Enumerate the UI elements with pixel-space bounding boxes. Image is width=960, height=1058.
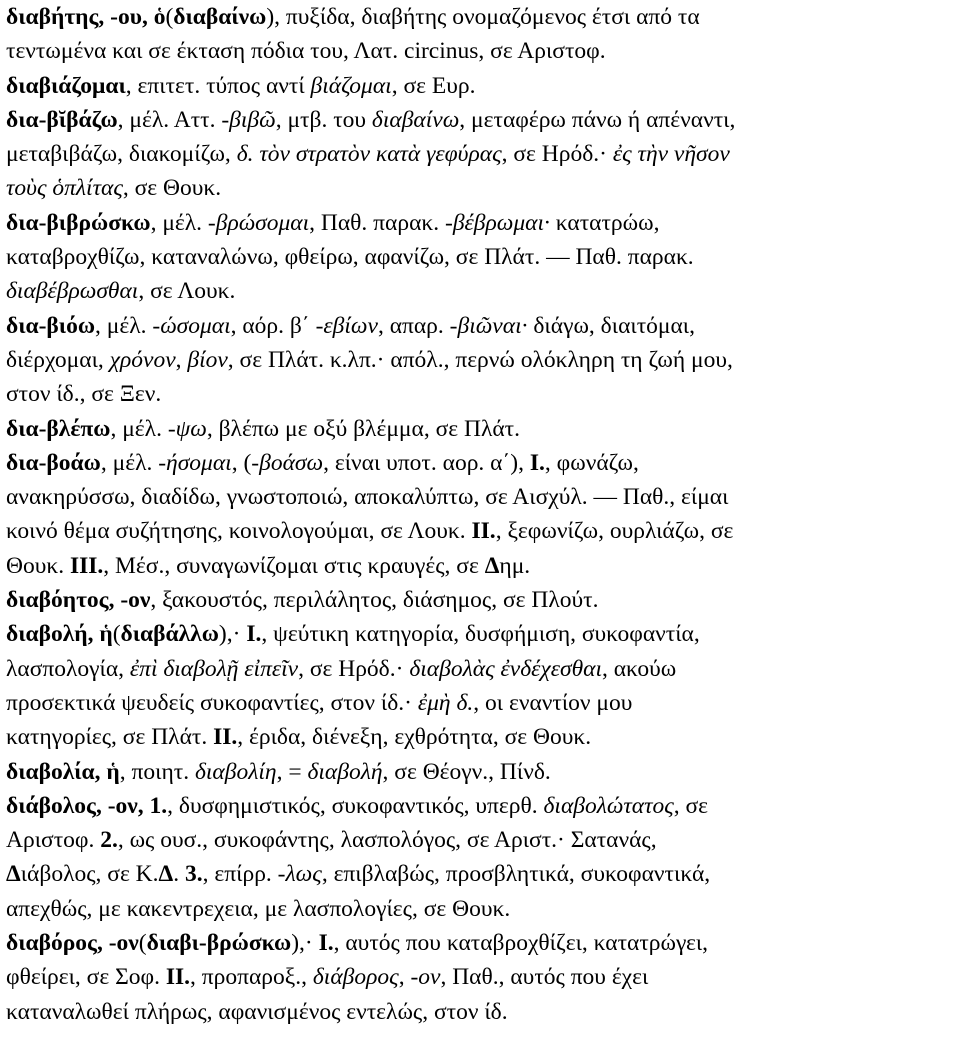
- italic-text: λως: [285, 861, 322, 888]
- italic-text: διαβέβρωσθαι: [6, 278, 139, 305]
- text-line: [6, 823, 956, 857]
- body-text: , προπαροξ.,: [190, 964, 313, 991]
- body-text: κατατρώω,: [549, 209, 660, 236]
- italic-text: διαβολίη: [194, 758, 277, 785]
- italic-text: διαβολὰς ἐνδέχεσθαι: [409, 655, 602, 682]
- italic-text: βιῶναι·: [457, 312, 528, 339]
- text-line: [6, 789, 956, 823]
- body-text: λασπολογία,: [6, 655, 130, 682]
- text-line: [6, 652, 956, 686]
- italic-text: δ. τὸν στρατὸν κατὰ γεφύρας: [236, 141, 502, 168]
- text-line: [6, 412, 956, 446]
- italic-text: βιάζομαι: [310, 72, 392, 99]
- text-line: [6, 617, 956, 651]
- body-text: Θουκ.: [6, 552, 70, 579]
- headword-bold: δια-βιβρώσκω: [6, 209, 151, 236]
- body-text: στον ίδ., σε Ξεν.: [6, 381, 162, 408]
- body-text: , αυτός που καταβροχθίζει, κατατρώγει,: [333, 930, 709, 957]
- headword-bold: δια-βλέπω: [6, 415, 111, 442]
- body-text: , μτβ. του: [275, 106, 372, 133]
- body-text: , ξακουστός, περιλάλητος, διάσημος, σε Πλούτ.: [150, 587, 599, 614]
- body-text: , Μέσ., συναγωνίζομαι στις κραυγές, σε: [103, 552, 485, 579]
- body-text: , οι εναντίον μου: [473, 689, 633, 716]
- headword-bold: Δ: [6, 861, 21, 888]
- italic-text: διαβολώτατος: [543, 792, 674, 819]
- body-text: , μέλ. -: [95, 312, 161, 339]
- italic-text: βοάσω: [259, 449, 324, 476]
- body-text: καταβροχθίζω, καταναλώνω, φθείρω, αφανίζω, σε Πλάτ. ― Παθ. παρακ.: [6, 244, 694, 271]
- headword-bold: Δ: [158, 861, 174, 888]
- body-text: ιάβολος, σε Κ.: [20, 861, 159, 888]
- text-line: [6, 309, 956, 343]
- headword-bold: δια-βιόω: [6, 312, 96, 339]
- dictionary-page: [6, 0, 956, 1029]
- body-text: (: [165, 4, 174, 30]
- text-line: [6, 995, 956, 1029]
- body-text: φθείρει, σε Σοφ.: [6, 964, 166, 991]
- headword-bold: Δ: [484, 552, 500, 579]
- headword-bold: διαβι-βρώσκω: [146, 930, 292, 957]
- body-text: ),·: [291, 930, 319, 957]
- body-text: , ποιητ.: [119, 758, 195, 785]
- body-text: , επιβλαβώς, προσβλητικά, συκοφαντικά,: [321, 861, 711, 888]
- body-text: , σε Ευρ.: [391, 72, 476, 99]
- headword-bold: διαβήτης, -ου, ὁ: [6, 4, 166, 30]
- body-text: , μέλ. -: [110, 415, 176, 442]
- italic-text: ψω: [175, 415, 207, 442]
- body-text: , ψεύτικη κατηγορία, δυσφήμιση, συκοφαντία,: [261, 621, 700, 648]
- italic-text: ήσομαι: [166, 449, 232, 476]
- headword-bold: II.: [213, 724, 238, 751]
- body-text: , σε Ηρόδ.·: [501, 141, 613, 168]
- headword-bold: διαβολία, ἡ: [6, 758, 120, 785]
- body-text: προσεκτικά ψευδείς συκοφαντίες, στον ίδ.·: [6, 689, 418, 716]
- italic-text: διάβορος: [312, 964, 399, 991]
- text-line: [6, 69, 956, 103]
- body-text: (: [112, 621, 121, 648]
- text-line: [6, 514, 956, 548]
- text-line: [6, 892, 956, 926]
- body-text: , (-: [231, 449, 260, 476]
- headword-bold: II.: [471, 518, 496, 545]
- italic-text: βρώσομαι: [215, 209, 310, 236]
- body-text: , βλέπω με οξύ βλέμμα, σε Πλάτ.: [206, 415, 520, 442]
- body-text: απεχθώς, με κακεντρεχεια, με λασπολογίες, σε Θουκ.: [6, 895, 511, 922]
- text-line: [6, 720, 956, 754]
- text-line: [6, 549, 956, 583]
- italic-text: ἐς τὴν νῆσον: [612, 141, 730, 168]
- text-line: [6, 240, 956, 274]
- headword-bold: δια-βοάω: [6, 449, 101, 476]
- headword-bold: I.: [246, 621, 262, 648]
- body-text: , ως ουσ., συκοφάντης, λασπολόγος, σε Αριστ.· Σατανάς,: [117, 827, 657, 854]
- body-text: τεντωμένα και σε έκταση πόδια του, Λατ. circinus, σε Αριστοφ.: [6, 38, 606, 65]
- text-line: [6, 480, 956, 514]
- italic-text: διαβαίνω: [371, 106, 460, 133]
- body-text: κοινό θέμα συζήτησης, κοινολογούμαι, σε Λουκ.: [6, 518, 472, 545]
- italic-text: ἐπὶ διαβολῇ εἰπεῖν: [129, 655, 299, 682]
- headword-bold: I.: [318, 930, 334, 957]
- headword-bold: II.: [165, 964, 191, 991]
- headword-bold: διαβόρος, -ον: [6, 930, 139, 957]
- body-text: διάγω, διαιτόμαι,: [527, 312, 696, 339]
- italic-text: ώσομαι: [160, 312, 231, 339]
- headword-bold: I.: [529, 449, 545, 476]
- headword-bold: III.: [69, 552, 104, 579]
- body-text: , ακούω: [601, 655, 677, 682]
- body-text: ημ.: [499, 552, 531, 579]
- body-text: , σε Ηρόδ.·: [298, 655, 410, 682]
- text-line: [6, 0, 956, 34]
- body-text: , δυσφημιστικός, συκοφαντικός, υπερθ.: [167, 792, 544, 819]
- body-text: , επιτετ. τύπος αντί: [125, 72, 311, 99]
- text-line: [6, 926, 956, 960]
- headword-bold: 2.: [100, 827, 118, 854]
- body-text: διέρχομαι,: [6, 346, 110, 373]
- body-text: Αριστοφ.: [6, 827, 101, 854]
- body-text: (: [138, 930, 147, 957]
- body-text: , είναι υποτ. αορ. α΄),: [323, 449, 530, 476]
- body-text: , =: [276, 758, 308, 785]
- body-text: , Παθ. παρακ. -: [309, 209, 453, 236]
- italic-text: βέβρωμαι·: [452, 209, 550, 236]
- text-line: [6, 583, 956, 617]
- italic-text: ον: [418, 964, 441, 991]
- body-text: .: [173, 861, 186, 888]
- text-line: [6, 377, 956, 411]
- body-text: ), πυξίδα, διαβήτης ονομαζόμενος έτσι από τα: [266, 4, 700, 30]
- body-text: , Παθ., αυτός που έχει: [440, 964, 649, 991]
- headword-bold: διάβολος, -ον, 1.: [6, 792, 168, 819]
- body-text: , μεταφέρω πάνω ή απέναντι,: [459, 106, 736, 133]
- body-text: , μέλ. -: [150, 209, 216, 236]
- headword-bold: διαβάλλω: [120, 621, 219, 648]
- body-text: , αόρ. β΄ -: [230, 312, 324, 339]
- body-text: , μέλ. -: [100, 449, 167, 476]
- body-text: ,: [175, 346, 188, 373]
- italic-text: εβίων: [323, 312, 378, 339]
- body-text: κατηγορίες, σε Πλάτ.: [6, 724, 214, 751]
- text-line: [6, 343, 956, 377]
- body-text: , μέλ. Αττ. -: [117, 106, 230, 133]
- text-line: [6, 103, 956, 137]
- text-line: [6, 34, 956, 68]
- body-text: μεταβιβάζω, διακομίζω,: [6, 141, 237, 168]
- body-text: , επίρρ. -: [202, 861, 286, 888]
- body-text: , σε Λουκ.: [138, 278, 236, 305]
- italic-text: βίον: [187, 346, 228, 373]
- text-line: [6, 686, 956, 720]
- body-text: , φωνάζω,: [544, 449, 639, 476]
- text-line: [6, 206, 956, 240]
- body-text: , σε Θουκ.: [122, 175, 222, 202]
- text-line: [6, 171, 956, 205]
- headword-bold: διαβαίνω: [173, 4, 267, 30]
- text-line: [6, 446, 956, 480]
- body-text: , έριδα, διένεξη, εχθρότητα, σε Θουκ.: [237, 724, 592, 751]
- text-line: [6, 137, 956, 171]
- body-text: , σε Θέογν., Πίνδ.: [382, 758, 551, 785]
- italic-text: χρόνον: [109, 346, 176, 373]
- body-text: , σε: [673, 792, 709, 819]
- body-text: ),·: [218, 621, 247, 648]
- headword-bold: 3.: [185, 861, 203, 888]
- italic-text: διαβολή: [307, 758, 383, 785]
- text-line: [6, 274, 956, 308]
- headword-bold: διαβιάζομαι: [6, 72, 126, 99]
- italic-text: βιβῶ: [229, 106, 276, 133]
- text-line: [6, 960, 956, 994]
- headword-bold: διαβόητος, -ον: [6, 587, 151, 614]
- text-line: [6, 755, 956, 789]
- body-text: , ξεφωνίζω, ουρλιάζω, σε: [495, 518, 734, 545]
- headword-bold: δια-βῐβάζω: [6, 106, 118, 133]
- body-text: , -: [398, 964, 419, 991]
- text-line: [6, 857, 956, 891]
- body-text: ανακηρύσσω, διαδίδω, γνωστοποιώ, αποκαλύπτω, σε Αισχύλ. ― Παθ., είμαι: [6, 484, 729, 511]
- italic-text: τοὺς ὁπλίτας: [6, 175, 123, 202]
- italic-text: ἐμὴ δ.: [417, 689, 474, 716]
- body-text: , σε Πλάτ. κ.λπ.· απόλ., περνώ ολόκληρη τη ζωή μου,: [227, 346, 733, 373]
- headword-bold: διαβολή, ἡ: [6, 621, 113, 648]
- body-text: καταναλωθεί πλήρως, αφανισμένος εντελώς, στον ίδ.: [6, 998, 508, 1025]
- body-text: , απαρ. -: [377, 312, 458, 339]
